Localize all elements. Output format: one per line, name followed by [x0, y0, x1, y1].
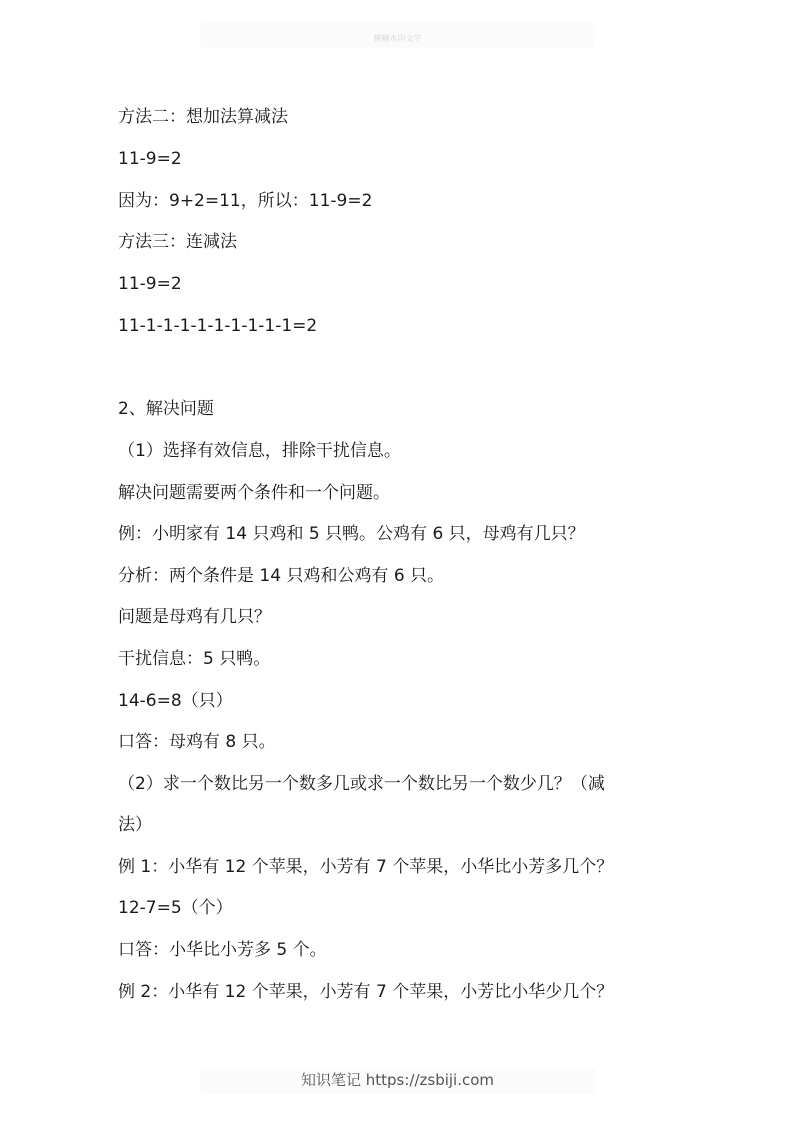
- question-line: 问题是母鸡有几只？: [118, 607, 271, 627]
- subsection-heading-continued: 法）: [118, 815, 152, 835]
- answer-line: 口答：小华比小芳多 5 个。: [118, 940, 327, 960]
- distractor-line: 干扰信息：5 只鸭。: [118, 649, 271, 669]
- subsection-heading: （2）求一个数比另一个数多几或求一个数比另一个数少几？（减: [118, 774, 605, 794]
- example-line: 例 2：小华有 12 个苹果，小芳有 7 个苹果，小芳比小华少几个？: [118, 982, 614, 1002]
- reason-line: 因为：9+2=11，所以：11-9=2: [118, 191, 373, 211]
- header-watermark: 模糊水印文字: [373, 34, 422, 43]
- analysis-line: 分析：两个条件是 14 只鸡和公鸡有 6 只。: [118, 566, 445, 586]
- section-heading: 2、解决问题: [118, 399, 214, 419]
- equation-line: 11-9=2: [118, 274, 182, 294]
- method-2-heading: 方法二：想加法算减法: [118, 107, 288, 127]
- example-line: 例 1：小华有 12 个苹果，小芳有 7 个苹果，小华比小芳多几个？: [118, 857, 614, 877]
- subsection-heading: （1）选择有效信息，排除干扰信息。: [118, 441, 401, 461]
- method-3-heading: 方法三：连减法: [118, 232, 237, 252]
- footer-source: 知识笔记 https://zsbiji.com: [300, 1071, 495, 1089]
- example-line: 例：小明家有 14 只鸡和 5 只鸭。公鸡有 6 只，母鸡有几只？: [118, 524, 585, 544]
- equation-line: 11-9=2: [118, 149, 182, 169]
- equation-line: 11-1-1-1-1-1-1-1-1-1=2: [118, 316, 318, 336]
- answer-line: 口答：母鸡有 8 只。: [118, 732, 276, 752]
- equation-line: 14-6=8（只）: [118, 691, 233, 711]
- equation-line: 12-7=5（个）: [118, 898, 233, 918]
- paragraph: 解决问题需要两个条件和一个问题。: [118, 483, 390, 503]
